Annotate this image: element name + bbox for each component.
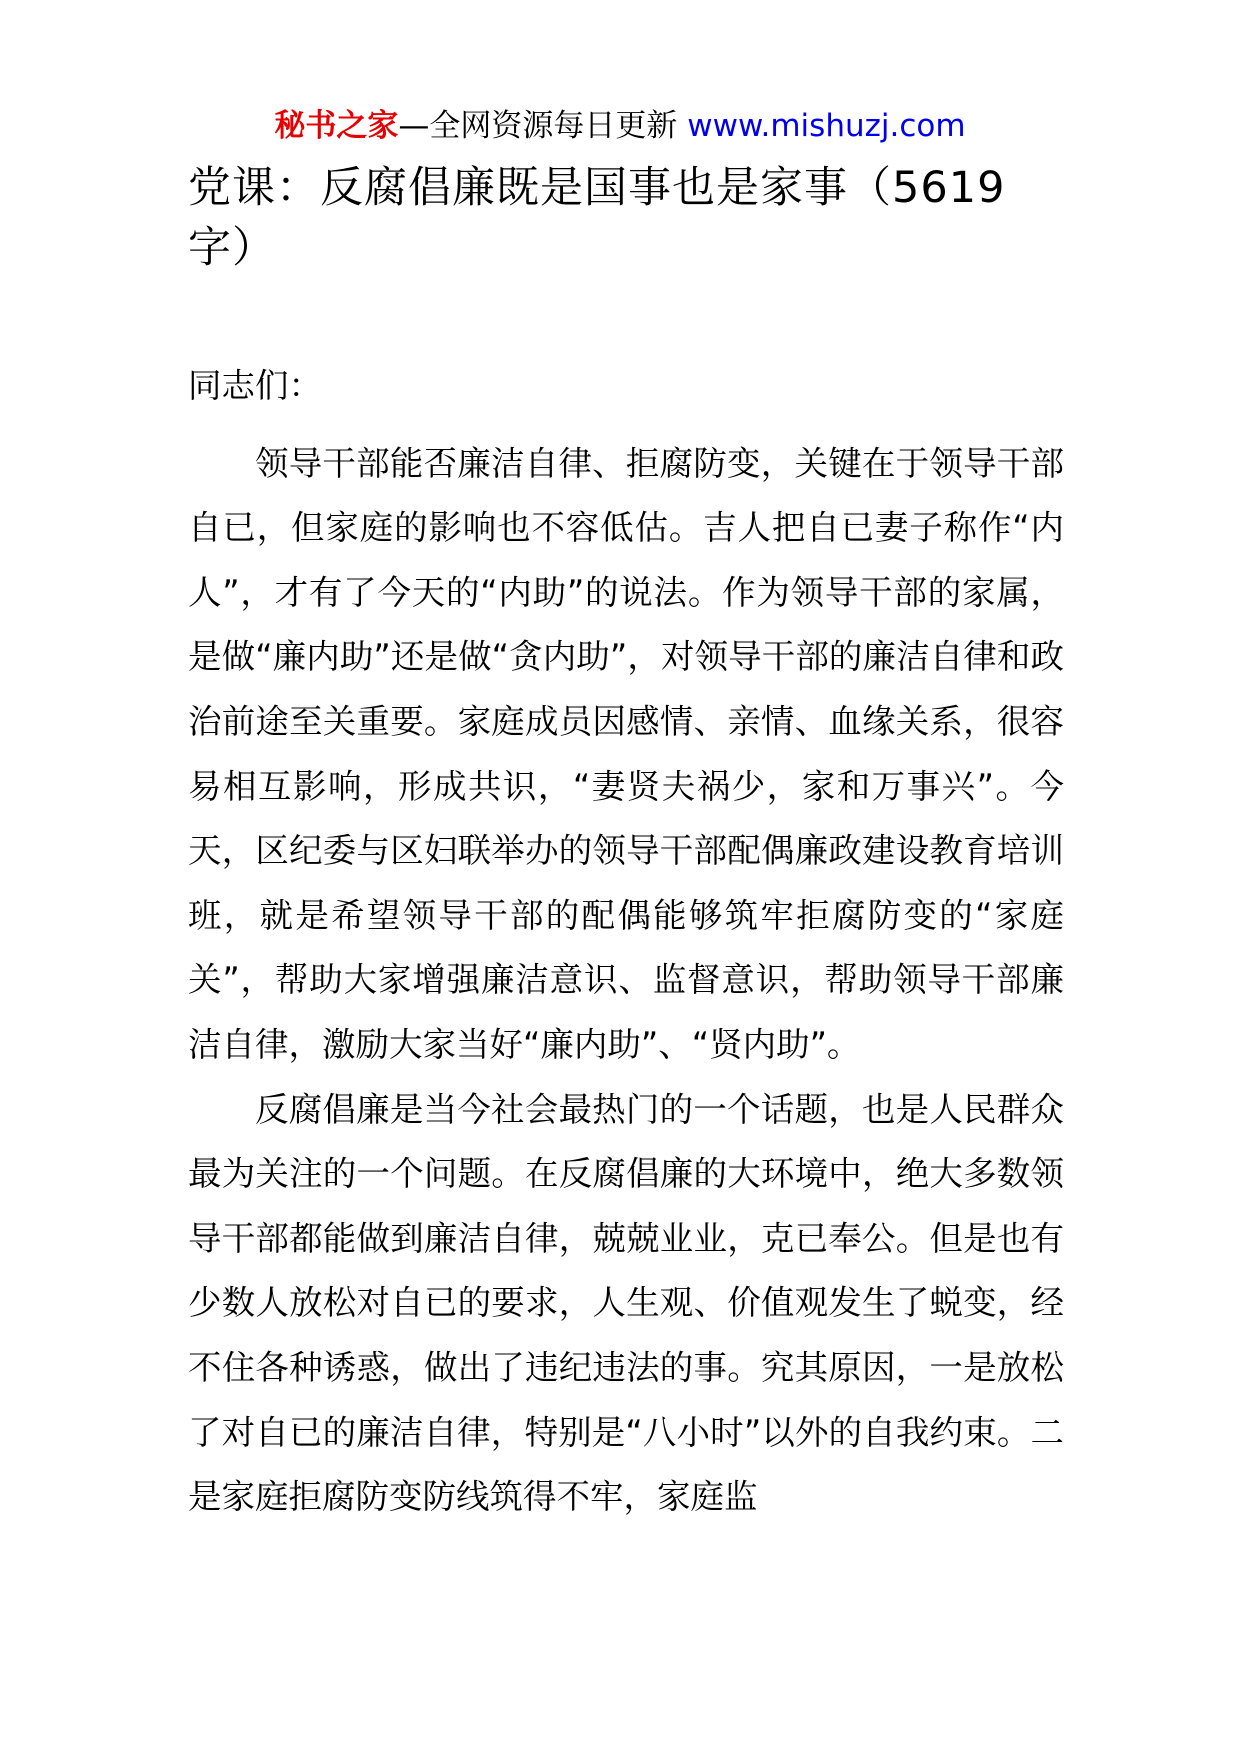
body-paragraph-1: 领导干部能否廉洁自律、拒腐防变，关键在于领导干部自已，但家庭的影响也不容低估。吉人把自已妻子称作“内人”，才有了今天的“内助”的说法。作为领导干部的家属，是做“廉内助”还是做“贪内助”，对领导干部的廉洁自律和政治前途至关重要。家庭成员因感情、亲情、血缘关系，很容易相互影响，形成共识，“妻贤夫祸少，家和万事兴”。今天，区纪委与区妇联举办的领导干部配偶廉政建设教育培训班，就是希望领导干部的配偶能够筑牢拒腐防变的“家庭关”，帮助大家增强廉洁意识、监督意识，帮助领导干部廉洁自律，激励大家当好“廉内助”、“贤内助”。 (188, 443, 1064, 1064)
document-title: 党课：反腐倡廉既是国事也是家事（5619字） (188, 163, 1006, 273)
body-paragraph-2: 反腐倡廉是当今社会最热门的一个话题，也是人民群众最为关注的一个问题。在反腐倡廉的大环境中，绝大多数领导干部都能做到廉洁自律，兢兢业业，克已奉公。但是也有少数人放松对自已的要求，人生观、价值观发生了蜕变，经不住各种诱惑，做出了违纪违法的事。究其原因，一是放松了对自已的廉洁自律，特别是“八小时”以外的自我约束。二是家庭拒腐防变防线筑得不牢，家庭监 (188, 1089, 1064, 1517)
brand-name: 秘书之家 (274, 108, 399, 144)
site-header (0, 104, 1240, 148)
header-tagline: —全网资源每日更新 (398, 108, 678, 144)
document-body (188, 354, 1064, 1530)
salutation: 同志们： (188, 366, 322, 405)
site-url-link[interactable]: www.mishuzj.com (687, 108, 966, 144)
